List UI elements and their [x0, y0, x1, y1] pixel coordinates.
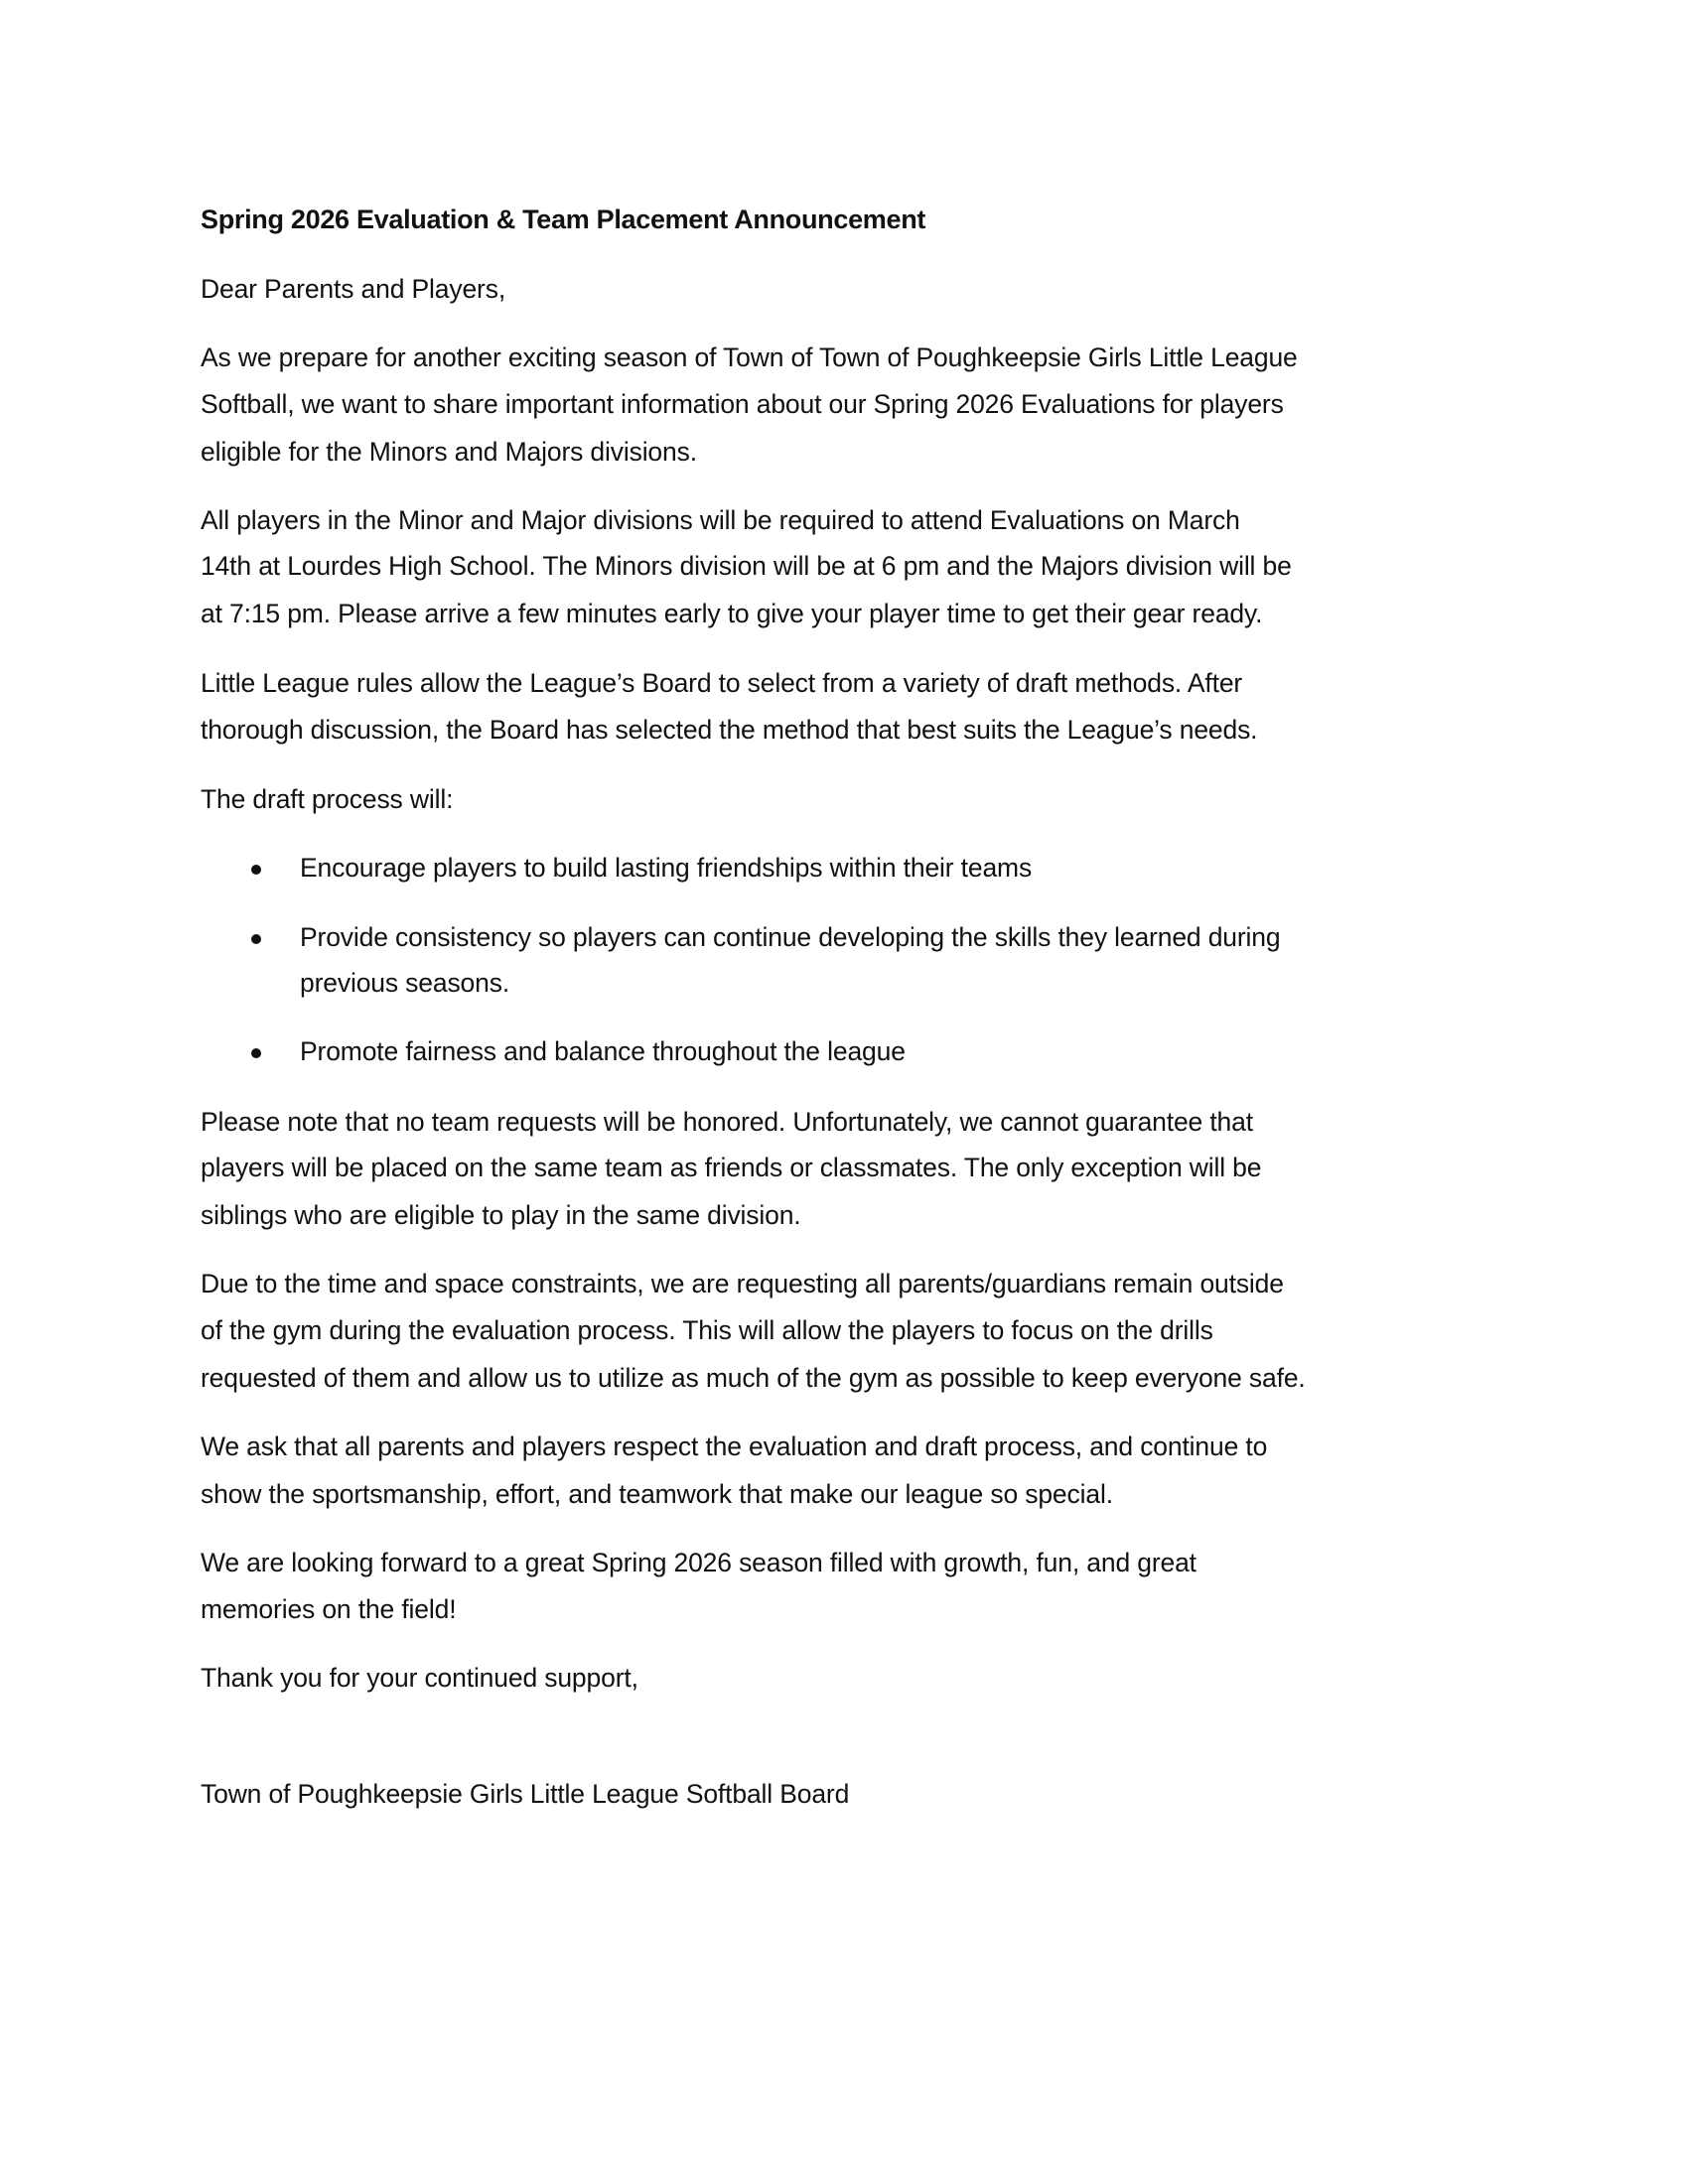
paragraph-line: All players in the Minor and Major divisions will be required to attend Evaluations on March	[201, 505, 1240, 535]
salutation: Dear Parents and Players,	[201, 274, 506, 304]
paragraph-line: We are looking forward to a great Spring 2026 season filled with growth, fun, and great	[201, 1548, 1196, 1577]
paragraph-line: Little League rules allow the League’s Board to select from a variety of draft methods. After	[201, 668, 1243, 698]
bullet-icon	[251, 934, 261, 944]
paragraph-line: As we prepare for another exciting season of Town of Town of Poughkeepsie Girls Little League	[201, 342, 1298, 372]
paragraph-line: 14th at Lourdes High School. The Minors division will be at 6 pm and the Majors division will be	[201, 551, 1292, 581]
bullet-text: Provide consistency so players can continue developing the skills they learned during	[300, 922, 1281, 952]
signature: Town of Poughkeepsie Girls Little League Softball Board	[201, 1779, 850, 1809]
paragraph-line: at 7:15 pm. Please arrive a few minutes early to give your player time to get their gear ready.	[201, 599, 1263, 628]
bullet-text: previous seasons.	[300, 968, 510, 998]
paragraph-line: of the gym during the evaluation process. This will allow the players to focus on the drills	[201, 1315, 1213, 1345]
paragraph-line: Due to the time and space constraints, we are requesting all parents/guardians remain outside	[201, 1269, 1284, 1298]
paragraph-line: requested of them and allow us to utilize as much of the gym as possible to keep everyone safe.	[201, 1363, 1306, 1393]
paragraph-line: We ask that all parents and players respect the evaluation and draft process, and continue to	[201, 1432, 1268, 1461]
bullet-icon	[251, 1048, 261, 1058]
letter-title: Spring 2026 Evaluation & Team Placement Announcement	[201, 205, 926, 234]
paragraph-line: Softball, we want to share important information about our Spring 2026 Evaluations for players	[201, 389, 1284, 419]
bullet-text: Encourage players to build lasting friendships within their teams	[300, 853, 1033, 883]
paragraph-line: eligible for the Minors and Majors divisions.	[201, 437, 697, 467]
paragraph-line: memories on the field!	[201, 1594, 457, 1624]
paragraph-line: thorough discussion, the Board has selected the method that best suits the League’s needs.	[201, 715, 1258, 745]
paragraph-line: players will be placed on the same team as friends or classmates. The only exception will be	[201, 1153, 1262, 1182]
draft-intro: The draft process will:	[201, 784, 454, 814]
paragraph-line: show the sportsmanship, effort, and teamwork that make our league so special.	[201, 1479, 1113, 1509]
bullet-text: Promote fairness and balance throughout the league	[300, 1036, 906, 1066]
bullet-icon	[251, 865, 261, 875]
signoff: Thank you for your continued support,	[201, 1663, 638, 1693]
paragraph-line: Please note that no team requests will be honored. Unfortunately, we cannot guarantee that	[201, 1107, 1253, 1137]
paragraph-line: siblings who are eligible to play in the same division.	[201, 1200, 801, 1230]
